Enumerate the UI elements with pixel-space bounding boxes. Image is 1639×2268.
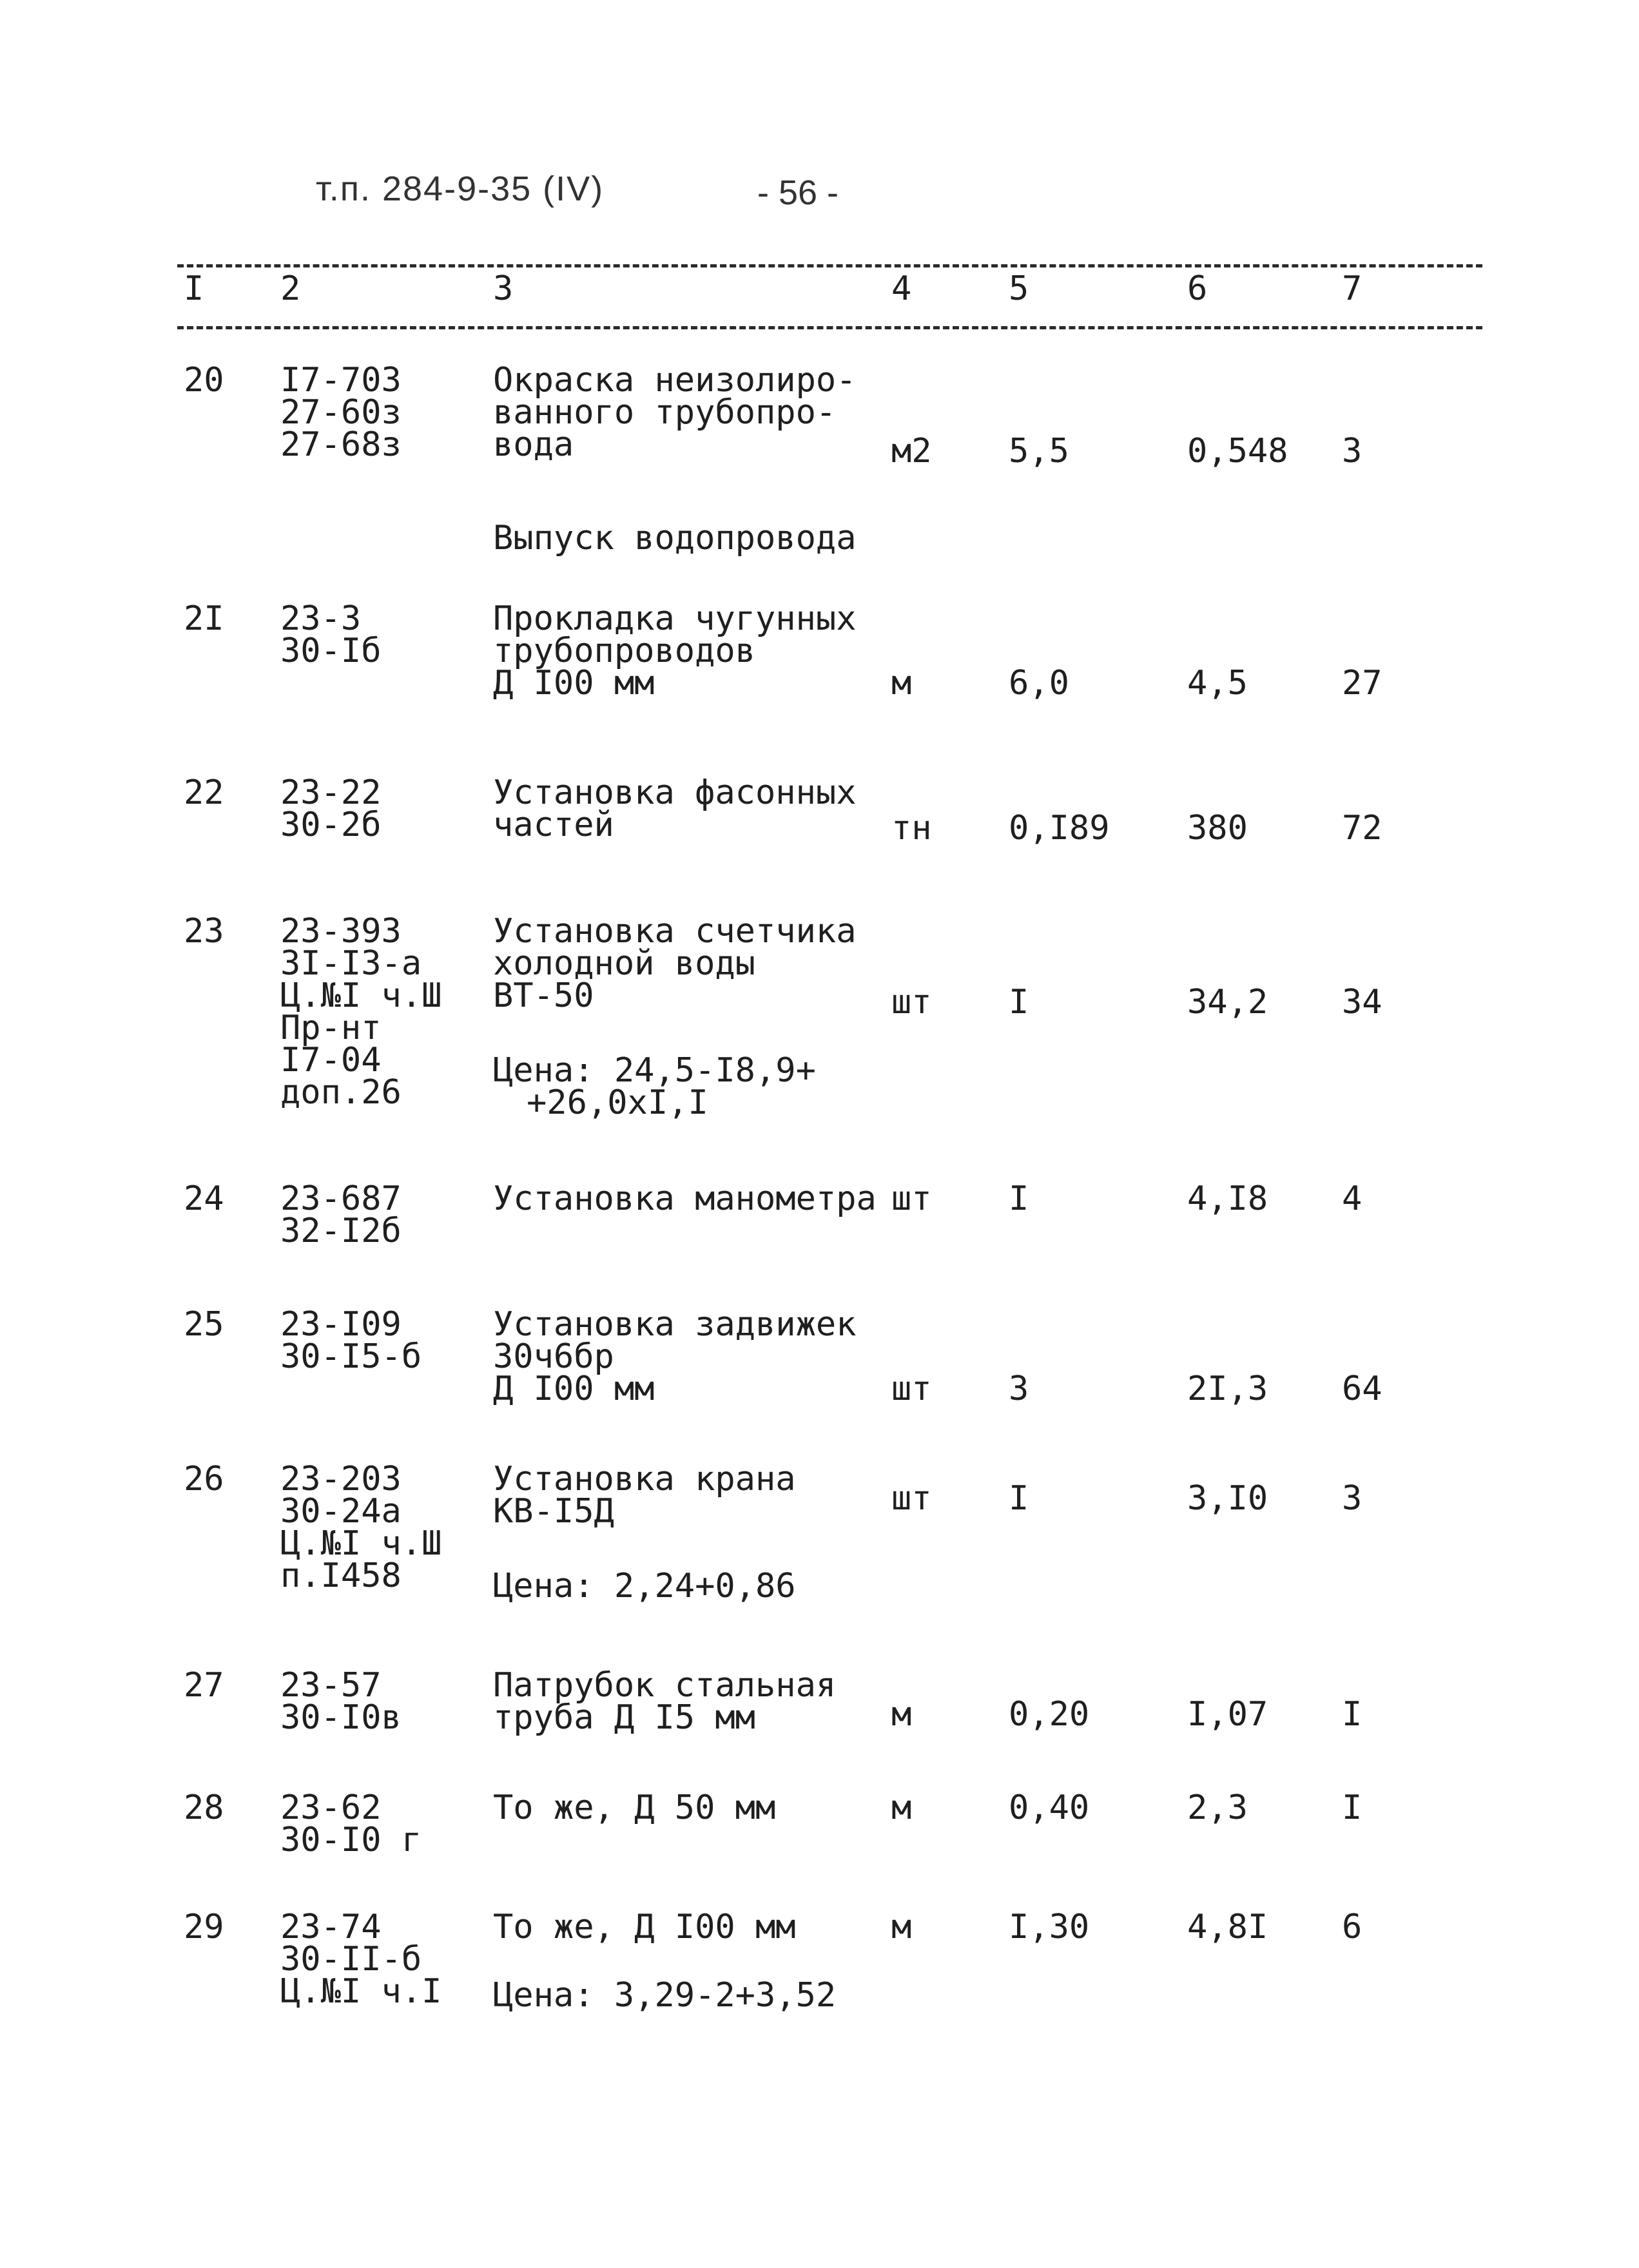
rate-code: I7-04 [280, 1041, 382, 1080]
rate-codes [280, 1305, 422, 1376]
work-description [493, 1666, 837, 1737]
quantity: 6,0 [1009, 664, 1069, 703]
description-line: Д I00 мм [493, 1370, 655, 1408]
column-number-6: 6 [1187, 269, 1208, 308]
total-cost: I [1342, 1788, 1363, 1827]
unit: шт [891, 1179, 932, 1218]
row-number: 27 [184, 1666, 224, 1705]
rate-code: Ц.№I ч.I [280, 1972, 442, 2011]
description-line: частей [493, 806, 614, 844]
unit-rate: 4,I8 [1187, 1179, 1268, 1218]
work-description [493, 773, 857, 844]
rate-code: 30-Iб [280, 632, 382, 670]
page-number: - 56 - [757, 173, 839, 212]
rate-codes [280, 1788, 422, 1859]
work-description [493, 361, 857, 464]
row-number: 26 [184, 1460, 224, 1498]
rate-code: 32-I2б [280, 1212, 402, 1250]
unit-rate: I,07 [1187, 1695, 1268, 1734]
table-top-rule [177, 264, 1482, 267]
section-title: Выпуск водопровода [493, 519, 857, 557]
total-cost: 64 [1342, 1370, 1382, 1408]
row-number: 28 [184, 1788, 224, 1827]
row-number: 2I [184, 599, 224, 638]
price-note [493, 1976, 837, 2015]
rate-code: I7-703 [280, 361, 402, 400]
unit-rate: 380 [1187, 809, 1248, 848]
unit-rate: 3,I0 [1187, 1479, 1268, 1518]
quantity: 0,I89 [1009, 809, 1110, 848]
row-number: 22 [184, 773, 224, 812]
document-reference: т.п. 284-9-35 (IV) [316, 170, 605, 208]
row-number: 23 [184, 912, 224, 951]
price-note [493, 1567, 796, 1605]
work-description [493, 1788, 776, 1827]
column-number-3: 3 [493, 269, 514, 308]
description-line: Установка манометра [493, 1179, 877, 1218]
rate-code: 23-I09 [280, 1305, 402, 1344]
quantity: 3 [1009, 1370, 1029, 1408]
rate-code: 3I-I3-а [280, 944, 422, 983]
rate-codes [280, 1179, 402, 1250]
work-description [493, 912, 857, 1122]
total-cost: 6 [1342, 1908, 1363, 1946]
unit-rate: 4,5 [1187, 664, 1248, 703]
description-line: Установка крана [493, 1460, 796, 1498]
description-line: вода [493, 425, 574, 464]
description-line: Патрубок стальная [493, 1666, 837, 1705]
rate-code: 30-I0в [280, 1698, 402, 1737]
column-number-1: I [184, 269, 204, 308]
rate-codes [280, 912, 442, 1112]
rate-codes [280, 1666, 402, 1737]
unit-rate: 2,3 [1187, 1788, 1248, 1827]
rate-code: Пр-нт [280, 1009, 382, 1047]
quantity: I [1009, 983, 1029, 1022]
column-number-2: 2 [280, 269, 301, 308]
rate-codes [280, 1460, 442, 1595]
total-cost: 4 [1342, 1179, 1363, 1218]
quantity: I,30 [1009, 1908, 1090, 1946]
rate-code: 23-74 [280, 1908, 382, 1946]
total-cost: 3 [1342, 432, 1363, 470]
rate-code: 23-203 [280, 1460, 402, 1498]
description-line: ванного трубопро- [493, 393, 837, 432]
rate-code: п.I458 [280, 1556, 402, 1595]
total-cost: 3 [1342, 1479, 1363, 1518]
description-line: Установка задвижек [493, 1305, 857, 1344]
unit: шт [891, 983, 932, 1022]
quantity: I [1009, 1179, 1029, 1218]
description-line: Д I00 мм [493, 664, 655, 703]
description-line: Прокладка чугунных [493, 599, 857, 638]
unit-rate: 2I,3 [1187, 1370, 1268, 1408]
description-line: То же, Д I00 мм [493, 1908, 796, 1946]
work-description [493, 1460, 796, 1605]
rate-code: 23-62 [280, 1788, 382, 1827]
rate-codes [280, 1908, 442, 2011]
rate-code: 30-II-б [280, 1940, 422, 1979]
unit: тн [891, 809, 932, 848]
row-number: 29 [184, 1908, 224, 1946]
rate-code: 30-24а [280, 1492, 402, 1531]
rate-code: 30-I0 г [280, 1821, 422, 1859]
column-number-5: 5 [1009, 269, 1029, 308]
rate-code: 23-687 [280, 1179, 402, 1218]
rate-code: Ц.№I ч.Ш [280, 1524, 442, 1563]
rate-code: 30-I5-б [280, 1337, 422, 1376]
description-line: труба Д I5 мм [493, 1698, 755, 1737]
unit-rate: 34,2 [1187, 983, 1268, 1022]
price-line: Цена: 24,5-I8,9+ [493, 1051, 816, 1090]
row-number: 20 [184, 361, 224, 400]
rate-code: 23-22 [280, 773, 382, 812]
quantity: 0,20 [1009, 1695, 1090, 1734]
total-cost: 27 [1342, 664, 1382, 703]
row-number: 25 [184, 1305, 224, 1344]
table-header-rule [177, 326, 1482, 329]
work-description [493, 1179, 877, 1218]
unit: шт [891, 1370, 932, 1408]
row-number: 24 [184, 1179, 224, 1218]
total-cost: 72 [1342, 809, 1382, 848]
total-cost: 34 [1342, 983, 1382, 1022]
unit-rate: 4,8I [1187, 1908, 1268, 1946]
rate-codes [280, 773, 382, 844]
quantity: 5,5 [1009, 432, 1069, 470]
total-cost: I [1342, 1695, 1363, 1734]
price-line: Цена: 2,24+0,86 [493, 1567, 796, 1605]
rate-code: доп.26 [280, 1073, 402, 1112]
unit: м2 [891, 432, 932, 470]
rate-code: 23-393 [280, 912, 402, 951]
quantity: I [1009, 1479, 1029, 1518]
quantity: 0,40 [1009, 1788, 1090, 1827]
description-line: ВТ-50 [493, 976, 594, 1015]
unit: м [891, 664, 912, 703]
work-description [493, 1908, 837, 2015]
work-description [493, 599, 857, 703]
rate-codes [280, 599, 382, 670]
description-line: 30ч6бр [493, 1337, 614, 1376]
rate-code: 30-2б [280, 806, 382, 844]
description-line: Окраска неизолиро- [493, 361, 857, 400]
work-description [493, 1305, 857, 1408]
rate-codes [280, 361, 402, 464]
description-line: холодной воды [493, 944, 755, 983]
rate-code: Ц.№I ч.Ш [280, 976, 442, 1015]
rate-code: 23-57 [280, 1666, 382, 1705]
unit-rate: 0,548 [1187, 432, 1288, 470]
description-line: Установка счетчика [493, 912, 857, 951]
price-line: Цена: 3,29-2+3,52 [493, 1976, 837, 2015]
price-line: +26,0хI,I [527, 1083, 708, 1122]
unit: шт [891, 1479, 932, 1518]
unit: м [891, 1788, 912, 1827]
rate-code: 27-60з [280, 393, 402, 432]
unit: м [891, 1908, 912, 1946]
rate-code: 23-3 [280, 599, 362, 638]
description-line: То же, Д 50 мм [493, 1788, 776, 1827]
unit: м [891, 1695, 912, 1734]
price-note [493, 1051, 857, 1122]
rate-code: 27-68з [280, 425, 402, 464]
column-number-4: 4 [891, 269, 912, 308]
description-line: трубопроводов [493, 632, 755, 670]
description-line: КВ-I5Д [493, 1492, 614, 1531]
description-line: Установка фасонных [493, 773, 857, 812]
column-number-7: 7 [1342, 269, 1363, 308]
